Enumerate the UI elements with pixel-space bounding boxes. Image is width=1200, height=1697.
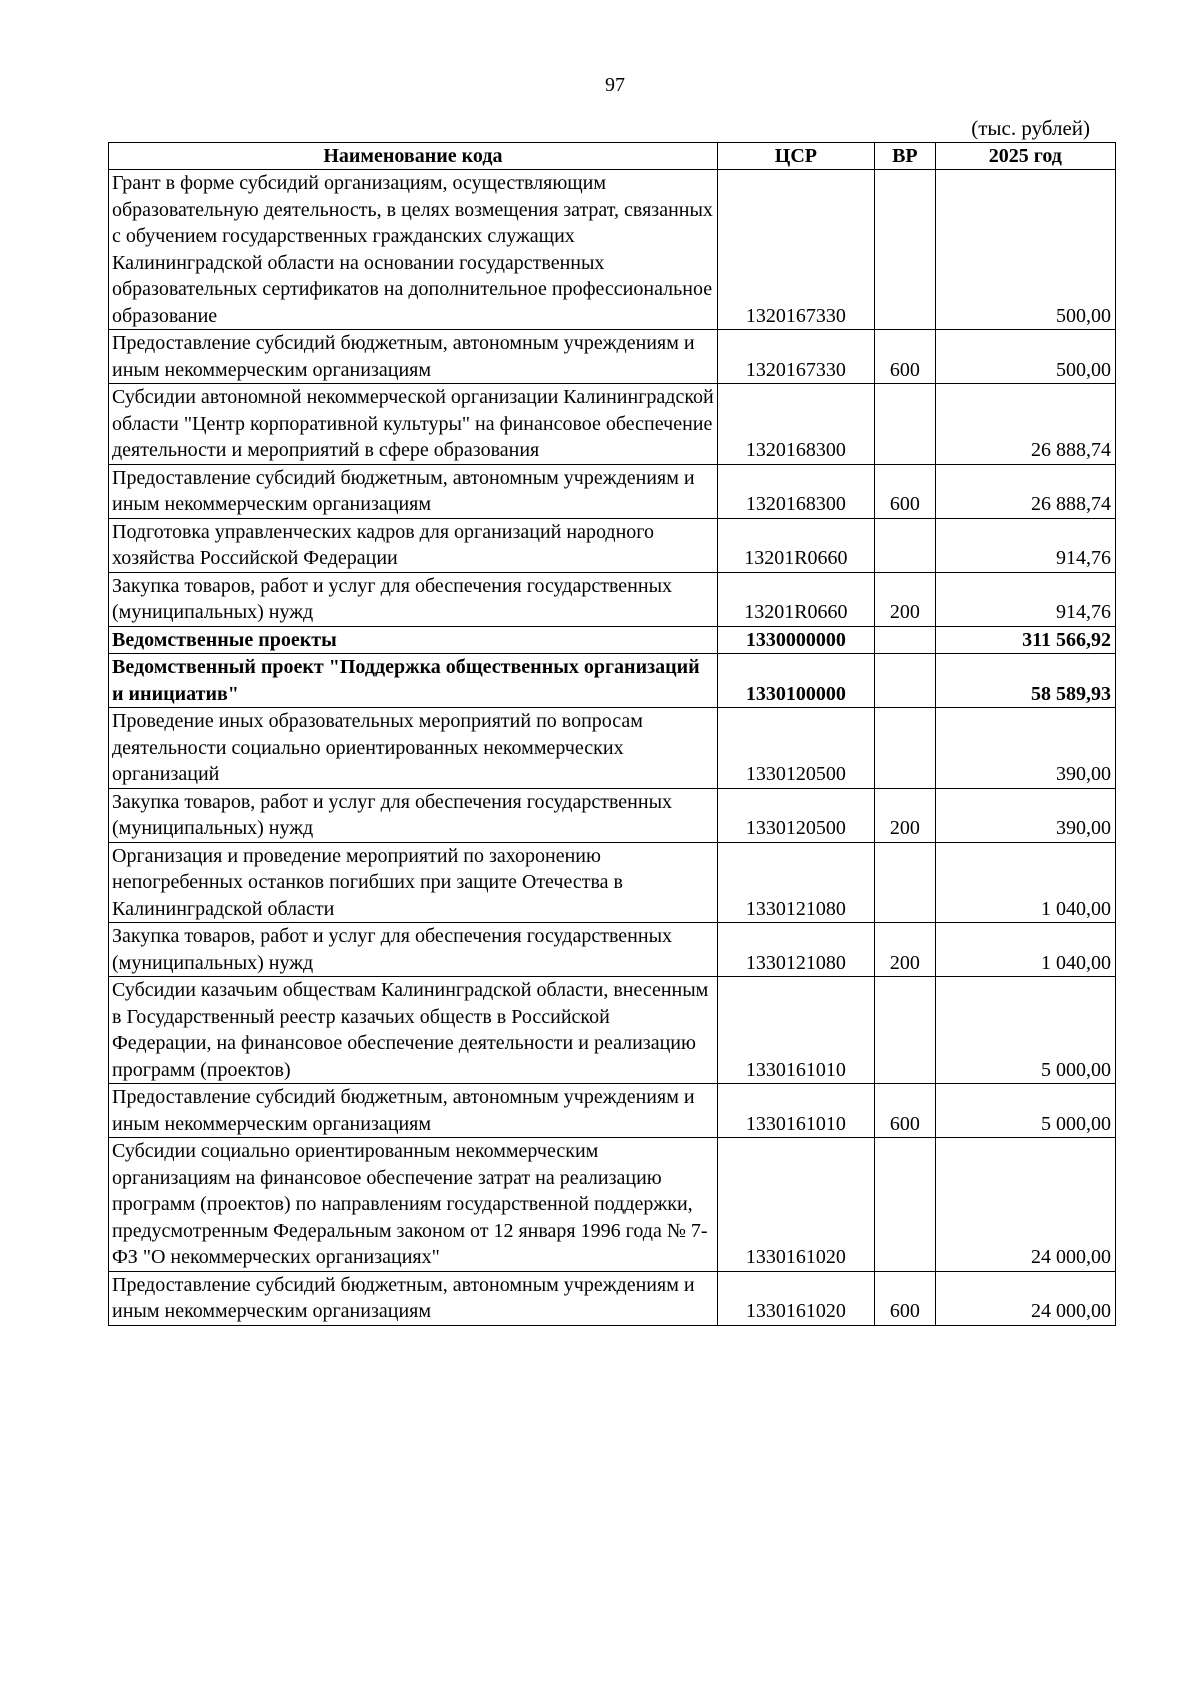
row-name-cell: Субсидии казачьим обществам Калининградской области, внесенным в Государственный реестр казачьих обществ в Российской Федерации, на финансовое обеспечение деятельности и реализацию программ (проектов): [109, 977, 718, 1084]
budget-table: [108, 142, 1116, 1326]
row-vr-cell: [874, 977, 935, 1084]
row-amount-cell: 500,00: [935, 330, 1115, 384]
page-number: 97: [605, 74, 625, 96]
row-vr-cell: 600: [874, 330, 935, 384]
row-amount-cell: 26 888,74: [935, 464, 1115, 518]
row-name-cell: Закупка товаров, работ и услуг для обеспечения государственных (муниципальных) нужд: [109, 923, 718, 977]
row-vr-cell: [874, 518, 935, 572]
row-amount-cell: 24 000,00: [935, 1138, 1115, 1272]
row-name-cell: Грант в форме субсидий организациям, осуществляющим образовательную деятельность, в целях возмещения затрат, связанных с обучением государственных гражданских служащих Калининградской области на основании государственных образовательных сертификатов на дополнительное профессиональное образование: [109, 170, 718, 330]
table-row: [109, 626, 1116, 654]
row-amount-cell: 390,00: [935, 708, 1115, 789]
row-csr-cell: 1330000000: [717, 626, 874, 654]
table-header-row: [109, 143, 1116, 170]
row-csr-cell: 1330161010: [717, 977, 874, 1084]
header-csr: ЦСР: [717, 143, 874, 170]
row-name-cell: Ведомственный проект "Поддержка общественных организаций и инициатив": [109, 654, 718, 708]
row-csr-cell: 1320168300: [717, 384, 874, 465]
row-vr-cell: [874, 384, 935, 465]
row-csr-cell: 1320167330: [717, 330, 874, 384]
row-csr-cell: 1320168300: [717, 464, 874, 518]
row-amount-cell: 311 566,92: [935, 626, 1115, 654]
table-row: [109, 923, 1116, 977]
row-amount-cell: 1 040,00: [935, 842, 1115, 923]
header-vr: ВР: [874, 143, 935, 170]
row-vr-cell: [874, 170, 935, 330]
table-row: [109, 518, 1116, 572]
table-row: [109, 330, 1116, 384]
table-row: [109, 654, 1116, 708]
row-name-cell: Предоставление субсидий бюджетным, автономным учреждениям и иным некоммерческим организациям: [109, 464, 718, 518]
table-row: [109, 464, 1116, 518]
table-row: [109, 1084, 1116, 1138]
row-amount-cell: 914,76: [935, 518, 1115, 572]
row-amount-cell: 390,00: [935, 788, 1115, 842]
row-vr-cell: 600: [874, 1271, 935, 1325]
row-name-cell: Организация и проведение мероприятий по захоронению непогребенных останков погибших при защите Отечества в Калининградской области: [109, 842, 718, 923]
row-vr-cell: 200: [874, 788, 935, 842]
row-amount-cell: 5 000,00: [935, 1084, 1115, 1138]
row-name-cell: Ведомственные проекты: [109, 626, 718, 654]
row-vr-cell: 600: [874, 1084, 935, 1138]
units-label: (тыс. рублей): [971, 116, 1090, 140]
row-csr-cell: 1320167330: [717, 170, 874, 330]
table-row: [109, 1138, 1116, 1272]
row-name-cell: Предоставление субсидий бюджетным, автономным учреждениям и иным некоммерческим организациям: [109, 330, 718, 384]
row-amount-cell: 26 888,74: [935, 384, 1115, 465]
row-amount-cell: 24 000,00: [935, 1271, 1115, 1325]
row-amount-cell: 500,00: [935, 170, 1115, 330]
table-row: [109, 788, 1116, 842]
row-name-cell: Закупка товаров, работ и услуг для обеспечения государственных (муниципальных) нужд: [109, 572, 718, 626]
header-year: 2025 год: [935, 143, 1115, 170]
table-row: [109, 842, 1116, 923]
table-row: [109, 1271, 1116, 1325]
row-vr-cell: [874, 708, 935, 789]
row-amount-cell: 58 589,93: [935, 654, 1115, 708]
row-vr-cell: [874, 1138, 935, 1272]
row-vr-cell: 200: [874, 572, 935, 626]
row-name-cell: Предоставление субсидий бюджетным, автономным учреждениям и иным некоммерческим организациям: [109, 1271, 718, 1325]
row-csr-cell: 13201R0660: [717, 572, 874, 626]
table-row: [109, 384, 1116, 465]
table-body: [109, 170, 1116, 1326]
row-name-cell: Проведение иных образовательных мероприятий по вопросам деятельности социально ориентированных некоммерческих организаций: [109, 708, 718, 789]
row-vr-cell: 200: [874, 923, 935, 977]
row-vr-cell: 600: [874, 464, 935, 518]
row-vr-cell: [874, 842, 935, 923]
row-vr-cell: [874, 654, 935, 708]
row-amount-cell: 1 040,00: [935, 923, 1115, 977]
row-name-cell: Закупка товаров, работ и услуг для обеспечения государственных (муниципальных) нужд: [109, 788, 718, 842]
table-row: [109, 977, 1116, 1084]
row-csr-cell: 1330120500: [717, 788, 874, 842]
row-csr-cell: 1330161010: [717, 1084, 874, 1138]
row-csr-cell: 1330161020: [717, 1138, 874, 1272]
table-row: [109, 708, 1116, 789]
row-csr-cell: 1330120500: [717, 708, 874, 789]
row-name-cell: Предоставление субсидий бюджетным, автономным учреждениям и иным некоммерческим организациям: [109, 1084, 718, 1138]
row-csr-cell: 1330121080: [717, 923, 874, 977]
row-amount-cell: 914,76: [935, 572, 1115, 626]
row-csr-cell: 1330100000: [717, 654, 874, 708]
table-row: [109, 572, 1116, 626]
row-name-cell: Субсидии автономной некоммерческой организации Калининградской области "Центр корпоративной культуры" на финансовое обеспечение деятельности и мероприятий в сфере образования: [109, 384, 718, 465]
table-row: [109, 170, 1116, 330]
row-amount-cell: 5 000,00: [935, 977, 1115, 1084]
header-name: Наименование кода: [109, 143, 718, 170]
row-csr-cell: 13201R0660: [717, 518, 874, 572]
row-vr-cell: [874, 626, 935, 654]
row-csr-cell: 1330161020: [717, 1271, 874, 1325]
row-csr-cell: 1330121080: [717, 842, 874, 923]
row-name-cell: Субсидии социально ориентированным некоммерческим организациям на финансовое обеспечение затрат на реализацию программ (проектов) по направлениям государственной поддержки, предусмотренным Федеральным законом от 12 января 1996 года № 7-ФЗ "О некоммерческих организациях": [109, 1138, 718, 1272]
row-name-cell: Подготовка управленческих кадров для организаций народного хозяйства Российской Федерации: [109, 518, 718, 572]
